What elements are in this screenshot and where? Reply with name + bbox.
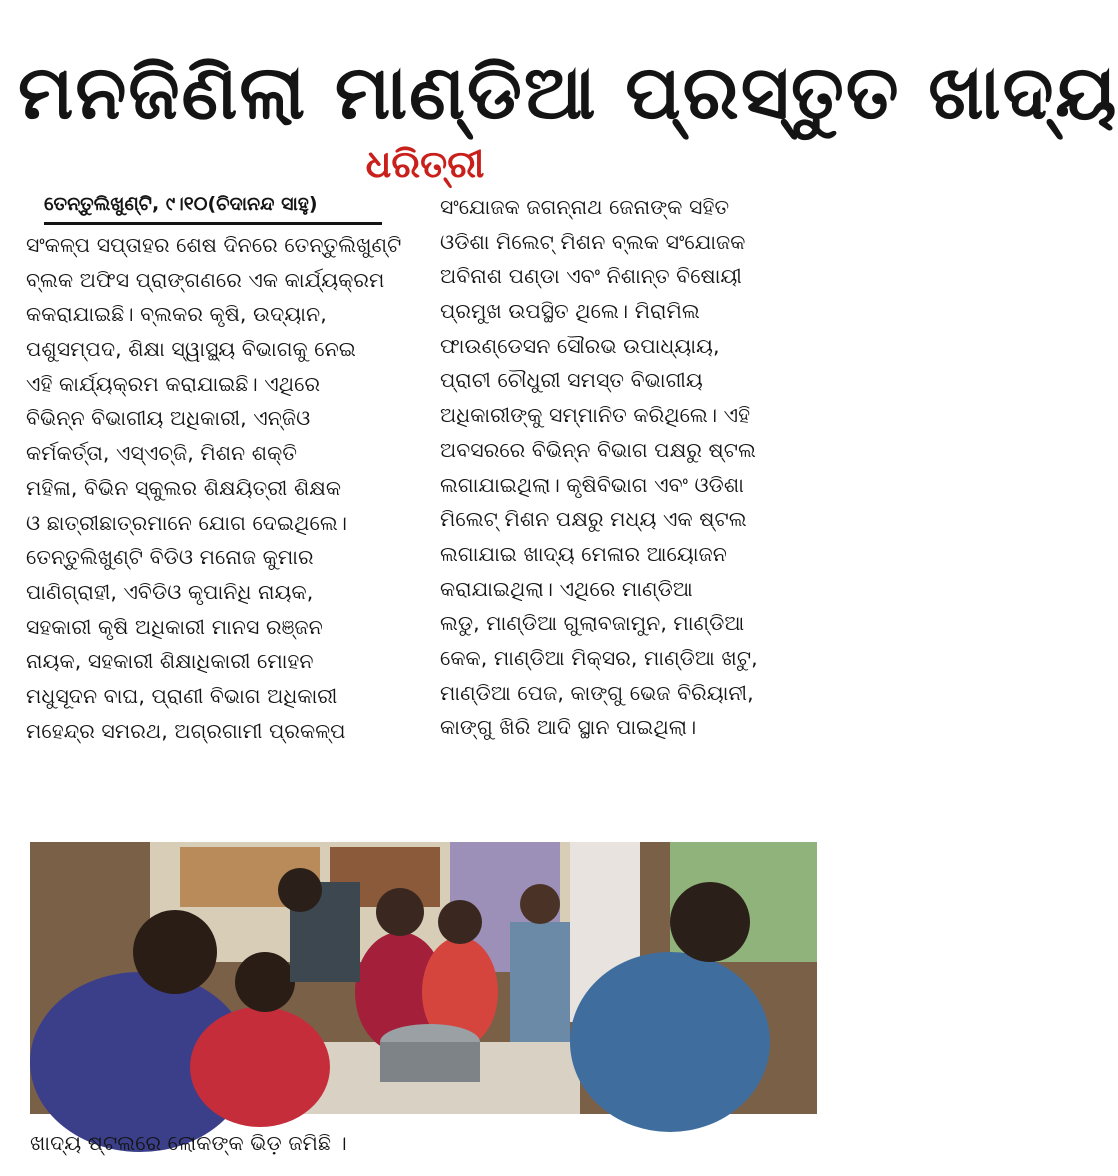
article-line: ମିଲେଟ୍ ମିଶନ ପକ୍ଷରୁ ମଧ୍ୟ ଏକ ଷ୍ଟଲ	[440, 507, 747, 532]
article-line: ସଂଯୋଜକ ଜଗନ୍ନାଥ ଜେନାଙ୍କ ସହିତ	[440, 195, 730, 219]
article-line: ଲଡୁ, ମାଣ୍ଡିଆ ଗୁଲାବଜାମୁନ, ମାଣ୍ଡିଆ	[440, 611, 745, 636]
article-left-column	[26, 228, 402, 748]
article-line: ବ୍ଲକ ଅଫିସ ପ୍ରାଙ୍ଗଣରେ ଏକ କାର୍ଯ୍ୟକ୍ରମ	[26, 267, 385, 292]
news-photo	[30, 842, 817, 1114]
article-line: ମାଣ୍ଡିଆ ପେଜ, କାଙ୍ଗୁ ଭେଜ ବିରିୟାନୀ,	[440, 680, 754, 705]
article-line: ବିଭିନ୍ନ ବିଭାଗୀୟ ଅଧିକାରୀ, ଏନ୍‌ଜିଓ	[26, 406, 311, 431]
article-line: ଫାଉଣ୍ଡେସନ ସୌରଭ ଉପାଧ୍ୟାୟ,	[440, 333, 720, 358]
headline: ମନଜିଣିଲା ମାଣ୍ଡିଆ ପ୍ରସ୍ତୁତ ଖାଦ୍ୟ	[18, 50, 1118, 136]
newspaper-logo: ଧରିତ୍ରୀ	[365, 142, 485, 186]
article-line: କେକ, ମାଣ୍ଡିଆ ମିକ୍ସର, ମାଣ୍ଡିଆ ଖଟୁ,	[440, 645, 758, 670]
article-line: ପଶୁସମ୍ପଦ, ଶିକ୍ଷା ସ୍ୱାସ୍ଥ୍ୟ ବିଭାଗକୁ ନେଇ	[26, 337, 356, 362]
article-line: ସହକାରୀ କୃଷି ଅଧିକାରୀ ମାନସ ରଞ୍ଜନ	[26, 614, 323, 639]
photo-caption: ଖାଦ୍ୟ ଷ୍ଟଲରେ ଲୋକଙ୍କ ଭିଡ଼ ଜମିଛି ।	[30, 1131, 347, 1155]
article-line: ମହେନ୍ଦ୍ର ସମରଥ, ଅଗ୍ରଗାମୀ ପ୍ରକଳ୍ପ	[26, 718, 346, 743]
article-right-column	[440, 190, 816, 745]
article-line: ଏହି କାର୍ଯ୍ୟକ୍ରମ କରାଯାଇଛି। ଏଥିରେ	[26, 371, 321, 396]
article-line: ଅବସରରେ ବିଭିନ୍ନ ବିଭାଗ ପକ୍ଷରୁ ଷ୍ଟଲ	[440, 437, 756, 462]
food-stall-photo-illustration	[30, 842, 817, 1114]
article-line: ପ୍ରାଚୀ ଚୌଧୁରୀ ସମସ୍ତ ବିଭାଗୀୟ	[440, 368, 703, 393]
article-line: କକରାଯାଇଛି। ବ୍ଲକର କୃଷି, ଉଦ୍ୟାନ,	[26, 302, 327, 327]
article-line: ନାୟକ, ସହକାରୀ ଶିକ୍ଷାଧିକାରୀ ମୋହନ	[26, 649, 314, 674]
article-line: ଅଧିକାରୀଙ୍କୁ ସମ୍ମାନିତ କରିଥିଲେ। ଏହି	[440, 403, 751, 428]
article-line: ଓ ଛାତ୍ରୀଛାତ୍ରମାନେ ଯୋଗ ଦେଇଥିଲେ।	[26, 510, 348, 535]
article-line: ପ୍ରମୁଖ ଉପସ୍ଥିତ ଥିଲେ। ମିରାମିଲ	[440, 299, 700, 324]
article-line: କର୍ମକର୍ତ୍ତା, ଏସ୍‌ଏଚ୍‌ଜି, ମିଶନ ଶକ୍ତି	[26, 441, 298, 466]
article-line: କରାଯାଇଥିଲା। ଏଥିରେ ମାଣ୍ଡିଆ	[440, 576, 693, 601]
article-line: ପାଣିଗ୍ରାହୀ, ଏବିଡିଓ କୃପାନିଧି ନାୟକ,	[26, 579, 314, 604]
article-line: ଅବିନାଶ ପଣ୍ଡା ଏବଂ ନିଶାନ୍ତ ବିଷୋୟୀ	[440, 264, 742, 289]
article-line: ଲଗାଯାଇ ଖାଦ୍ୟ ମେଳାର ଆୟୋଜନ	[440, 541, 727, 566]
article-line: ମହିଳା, ବିଭିନ ସ୍କୁଲର ଶିକ୍ଷୟିତ୍ରୀ ଶିକ୍ଷକ	[26, 475, 342, 500]
article-line: ଓଡିଶା ମିଲେଟ୍ ମିଶନ ବ୍ଲକ ସଂଯୋଜକ	[440, 229, 746, 254]
article-line: ମଧୁସୂଦନ ବାଘ, ପ୍ରାଣୀ ବିଭାଗ ଅଧିକାରୀ	[26, 683, 338, 708]
article-line: କାଙ୍ଗୁ ଖିରି ଆଦି ସ୍ଥାନ ପାଇଥିଲା।	[440, 715, 697, 740]
article-line: ତେନ୍ତୁଲିଖୁଣ୍ଟି ବିଡିଓ ମନୋଜ କୁମାର	[26, 545, 314, 570]
dateline: ତେନ୍ତୁଲିଖୁଣ୍ଟି, ୯।୧୦(ଚିଦାନନ୍ଦ ସାହୁ)	[44, 186, 382, 225]
article-line: ସଂକଳ୍ପ ସପ୍ତାହର ଶେଷ ଦିନରେ ତେନ୍ତୁଲିଖୁଣ୍ଟି	[26, 233, 402, 257]
article-line: ଲଗାଯାଇଥିଲା। କୃଷିବିଭାଗ ଏବଂ ଓଡିଶା	[440, 472, 744, 497]
